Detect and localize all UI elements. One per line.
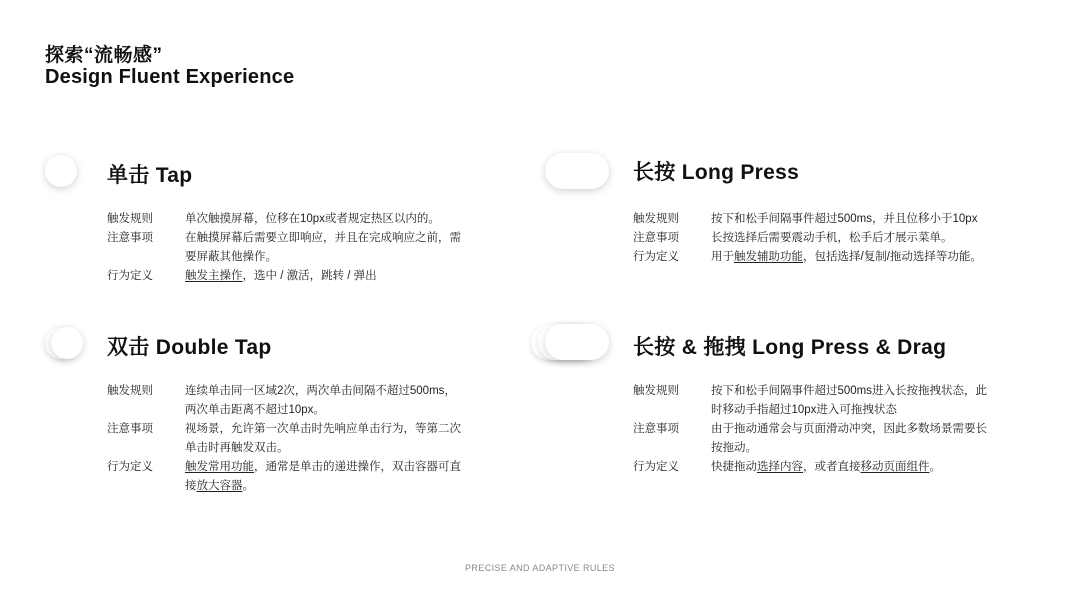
- note-row: [107, 229, 465, 267]
- row-key: 注意事项: [633, 423, 679, 435]
- definition-row: [633, 458, 991, 477]
- move-component-link: 移动页面组件: [860, 461, 930, 473]
- tap-gesture-icon: [45, 155, 77, 187]
- row-key: 行为定义: [107, 270, 153, 282]
- section-title: 单击 Tap: [107, 164, 193, 187]
- note-row: [633, 420, 991, 458]
- row-key: 触发规则: [107, 213, 153, 225]
- section-title: 长按 Long Press: [633, 161, 800, 184]
- rule-row: [107, 382, 465, 420]
- row-key: 注意事项: [107, 423, 153, 435]
- row-key: 触发规则: [633, 213, 679, 225]
- row-value: 触发常用功能，通常是单击的递进操作，双击容器可直接放大容器。: [185, 461, 461, 492]
- aux-function-link: 触发辅助功能: [734, 251, 803, 263]
- rule-row: [107, 210, 465, 229]
- row-value: 视场景，允许第一次单击时先响应单击行为，等第二次单击时再触发双击。: [185, 423, 461, 454]
- row-value: 长按选择后需要震动手机，松手后才展示菜单。: [711, 232, 953, 244]
- row-value: 在触摸屏幕后需要立即响应，并且在完成响应之前，需要屏蔽其他操作。: [185, 232, 461, 263]
- section-title: 双击 Double Tap: [107, 336, 272, 359]
- row-value: 连续单击同一区域2次，两次单击间隔不超过500ms，两次单击距离不超过10px。: [185, 385, 456, 416]
- section-tap: [45, 150, 515, 290]
- enlarge-container-link: 放大容器: [196, 480, 243, 492]
- row-value: 快捷拖动选择内容，或者直接移动页面组件。: [711, 461, 941, 473]
- note-row: [633, 229, 991, 248]
- row-value: 用于触发辅助功能，包括选择/复制/拖动选择等功能。: [711, 251, 982, 263]
- common-function-link: 触发常用功能: [185, 461, 254, 473]
- row-key: 触发规则: [633, 385, 679, 397]
- definition-row: [107, 267, 465, 286]
- rule-row: [633, 210, 991, 229]
- row-value: 由于拖动通常会与页面滑动冲突，因此多数场景需要长按拖动。: [711, 423, 987, 454]
- row-key: 行为定义: [633, 251, 679, 263]
- section-title: 长按 & 拖拽 Long Press & Drag: [633, 336, 947, 359]
- page-title-cn: 探索“流畅感”: [45, 45, 163, 66]
- definition-row: [107, 458, 465, 496]
- row-value: 单次触摸屏幕，位移在10px或者规定热区以内的。: [185, 213, 440, 225]
- note-row: [107, 420, 465, 458]
- row-key: 注意事项: [633, 232, 679, 244]
- page-title-en: Design Fluent Experience: [45, 66, 295, 88]
- select-content-link: 选择内容: [757, 461, 803, 473]
- definition-row: [633, 248, 991, 267]
- row-key: 行为定义: [107, 461, 153, 473]
- row-key: 触发规则: [107, 385, 153, 397]
- row-key: 行为定义: [633, 461, 679, 473]
- row-value: 触发主操作，选中 / 激活，跳转 / 弹出: [185, 270, 377, 282]
- section-long-press: [545, 150, 1015, 290]
- section-double-tap: [45, 322, 515, 502]
- row-key: 注意事项: [107, 232, 153, 244]
- long-press-gesture-icon: [545, 153, 609, 189]
- row-value: 按下和松手间隔事件超过500ms，并且位移小于10px: [711, 213, 978, 225]
- drag-gesture-icon: [545, 324, 609, 360]
- double-tap-gesture-icon: [51, 327, 83, 359]
- footer-caption: PRECISE AND ADAPTIVE RULES: [465, 563, 615, 573]
- row-value: 按下和松手间隔事件超过500ms进入长按拖拽状态，此时移动手指超过10px进入可拖拽状态: [711, 385, 988, 416]
- rule-row: [633, 382, 991, 420]
- section-long-press-drag: [531, 322, 1001, 502]
- main-action-link: 触发主操作: [185, 270, 243, 282]
